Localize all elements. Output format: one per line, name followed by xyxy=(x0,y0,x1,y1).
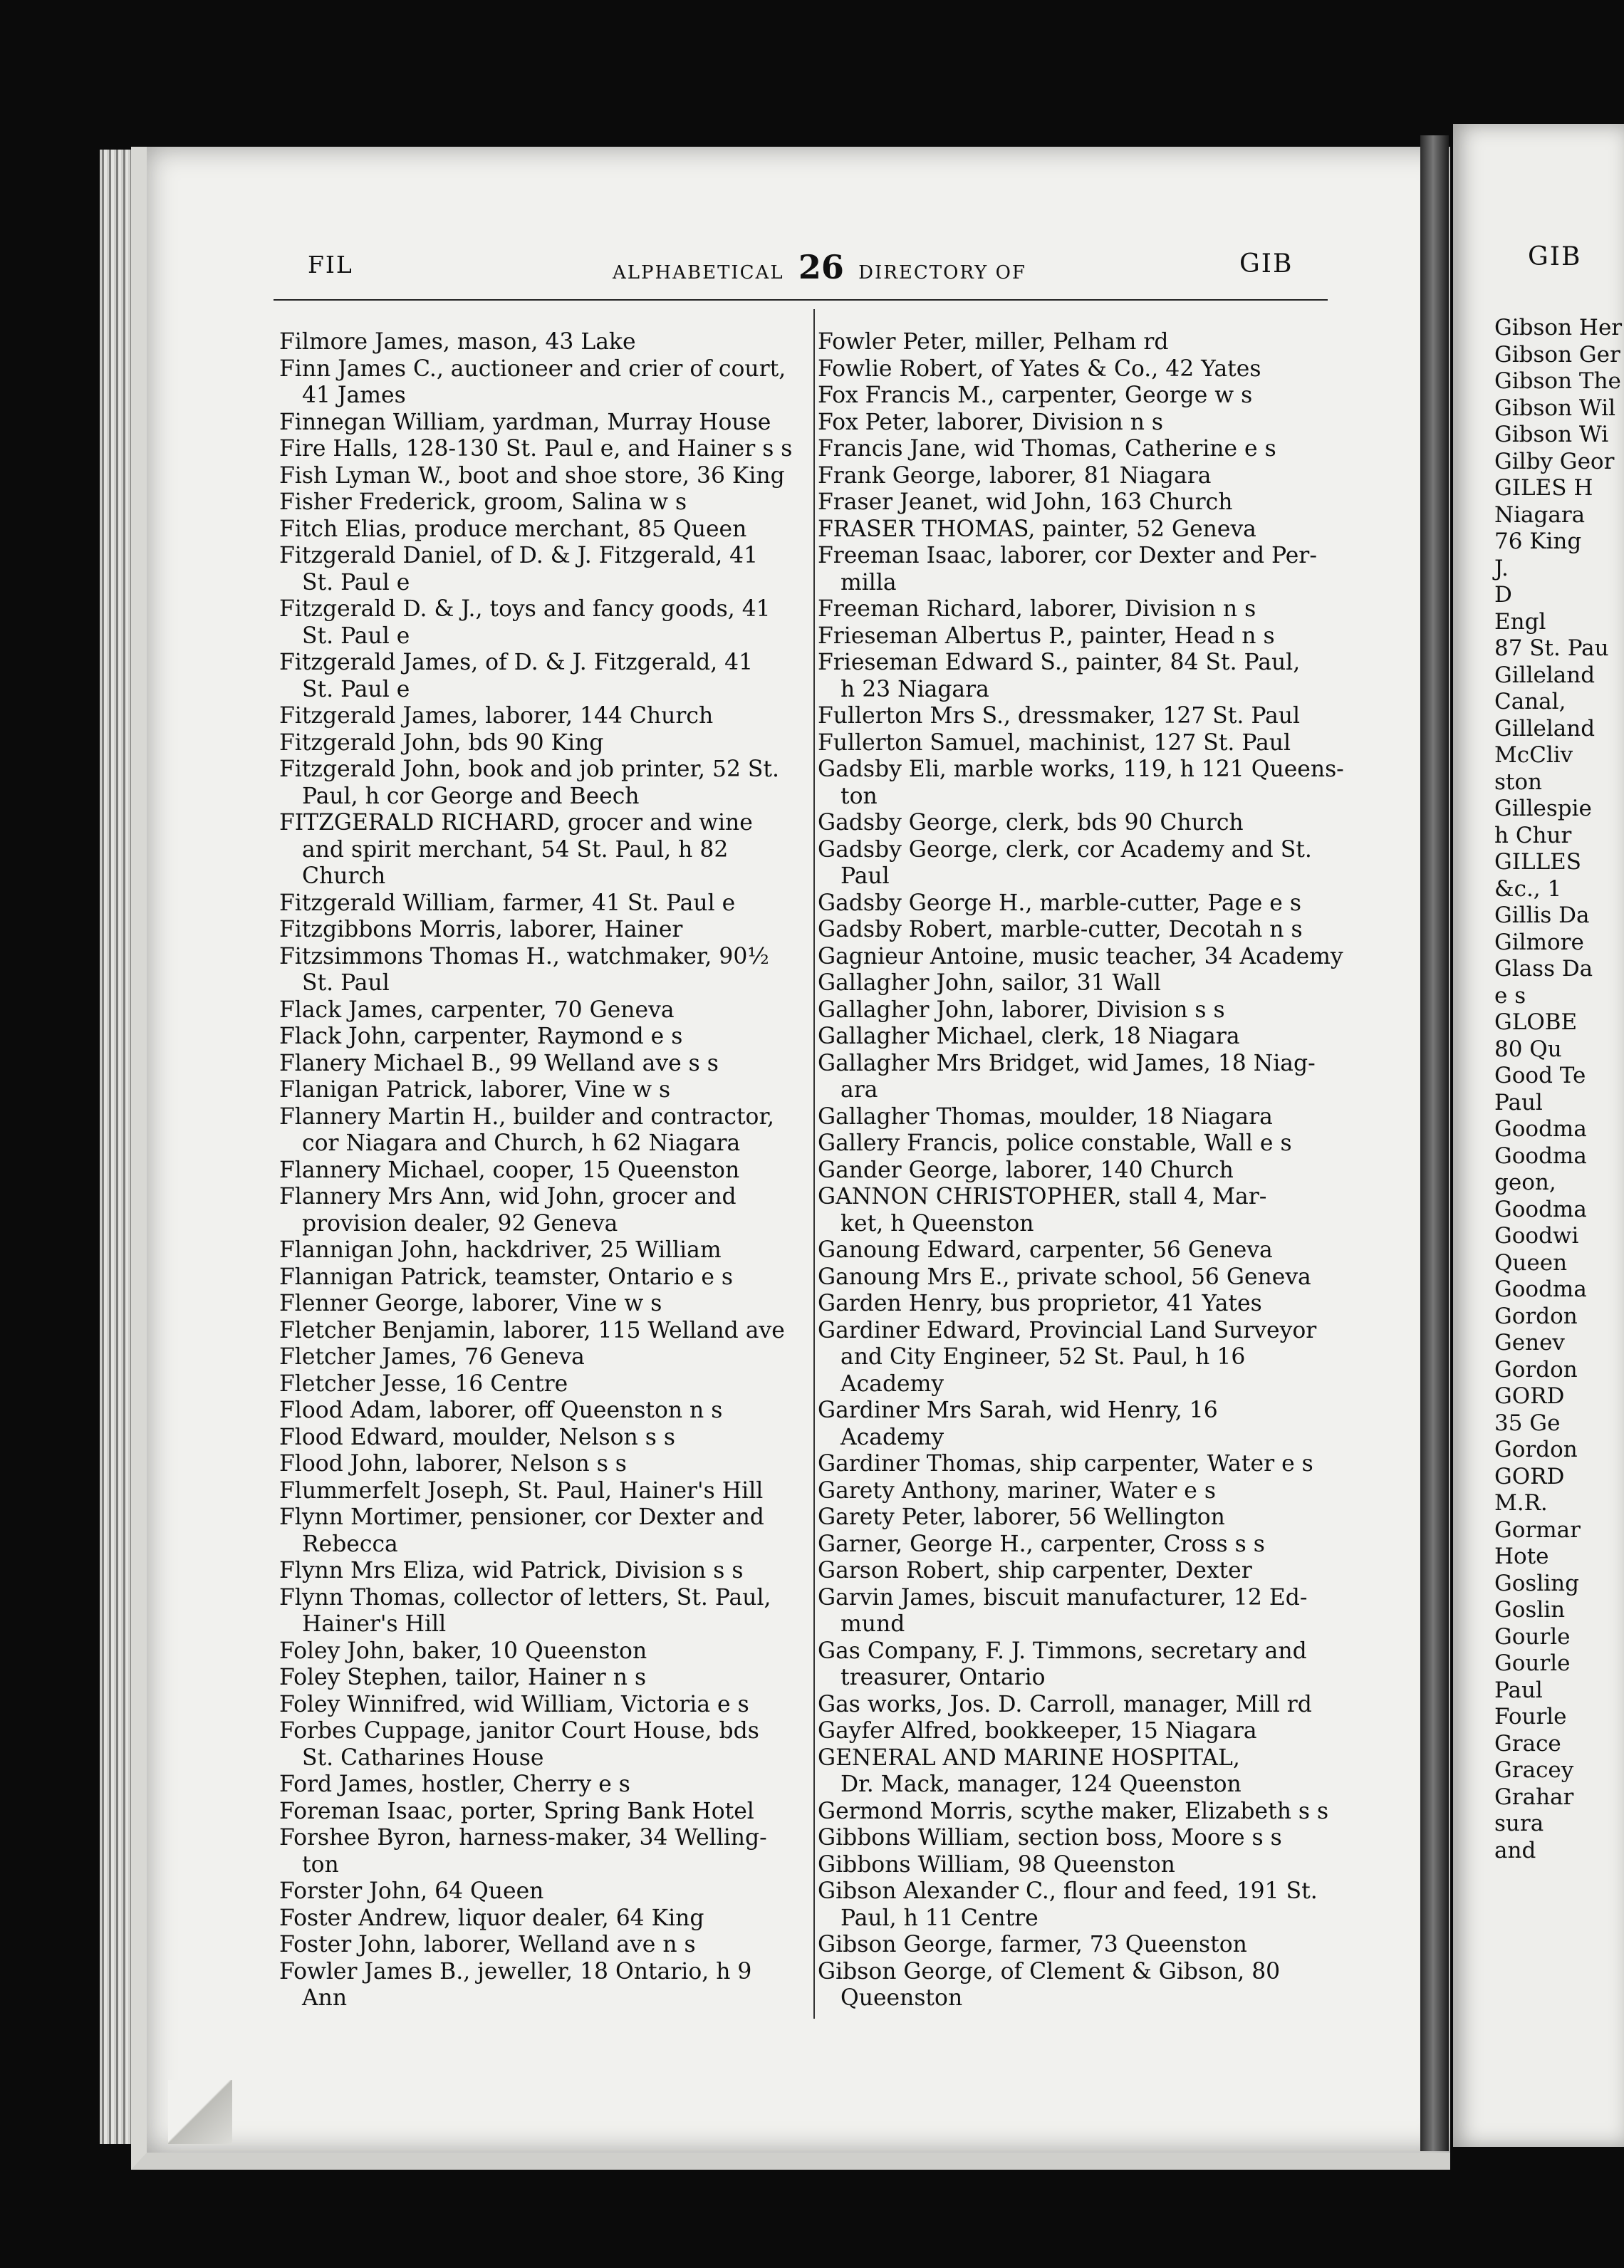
entry-text: Gibson George, farmer, 73 Queenston xyxy=(818,1932,1247,1957)
entry-text: Gibson Alexander C., flour and feed, 191 St. xyxy=(818,1878,1318,1904)
entry-continuation: Paul xyxy=(840,863,890,889)
directory-entry xyxy=(818,436,1349,463)
facing-entry-fragment: Engl xyxy=(1494,608,1546,635)
entry-text: Gadsby George, clerk, cor Academy and St. xyxy=(818,836,1312,863)
directory-entry xyxy=(818,356,1349,383)
entry-text: Flack James, carpenter, 70 Geneva xyxy=(279,997,675,1023)
entry-text: Finn James C., auctioneer and crier of court, xyxy=(279,355,786,382)
directory-entry xyxy=(279,997,796,1024)
directory-entry xyxy=(818,1852,1349,1879)
entry-text: Gardiner Edward, Provincial Land Surveyor xyxy=(818,1317,1317,1343)
entry-text: Fish Lyman W., boot and shoe store, 36 King xyxy=(279,462,785,489)
entry-text: Garety Anthony, mariner, Water e s xyxy=(818,1477,1216,1504)
facing-entry-fragment: Gordon xyxy=(1494,1356,1578,1383)
directory-entry xyxy=(279,1665,796,1692)
entry-text: Foley Stephen, tailor, Hainer n s xyxy=(279,1665,647,1690)
directory-entry xyxy=(818,1024,1349,1051)
directory-entry xyxy=(818,944,1349,971)
entry-text: Gadsby Eli, marble works, 119, h 121 Queens- xyxy=(818,756,1344,782)
directory-entry xyxy=(279,1878,796,1905)
entry-text: Ganoung Mrs E., private school, 56 Geneva xyxy=(818,1264,1311,1290)
entry-text: Gibbons William, section boss, Moore s s xyxy=(818,1825,1282,1851)
directory-entry xyxy=(279,1077,796,1104)
directory-entry xyxy=(818,756,1349,810)
entry-text: Germond Morris, scythe maker, Elizabeth s s xyxy=(818,1798,1329,1824)
directory-entry xyxy=(279,1158,796,1185)
directory-entry xyxy=(818,410,1349,437)
directory-entry xyxy=(279,1104,796,1158)
facing-entry-fragment: Fourle xyxy=(1494,1704,1567,1729)
directory-entry xyxy=(818,1799,1349,1826)
directory-entry xyxy=(818,917,1349,944)
facing-entry-fragment: Gourle xyxy=(1494,1623,1571,1650)
entry-continuation: Ann xyxy=(302,1985,348,2011)
directory-entry xyxy=(279,356,796,410)
entry-text: Frank George, laborer, 81 Niagara xyxy=(818,462,1212,489)
entry-text: FITZGERALD RICHARD, grocer and wine xyxy=(279,810,753,836)
entry-continuation: Academy xyxy=(840,1370,944,1397)
entry-text: Gagnieur Antoine, music teacher, 34 Academy xyxy=(818,943,1343,969)
entry-text: Fitzgerald John, book and job printer, 52 St. xyxy=(279,756,780,782)
facing-entry-fragment: Canal, xyxy=(1494,689,1566,714)
entry-text: Flood Adam, laborer, off Queenston n s xyxy=(279,1398,723,1423)
facing-entry-fragment: Paul xyxy=(1494,1677,1543,1703)
directory-entry xyxy=(279,1772,796,1799)
facing-entry-fragment: Gormar xyxy=(1494,1517,1581,1543)
directory-entry xyxy=(279,1932,796,1959)
entry-text: GENERAL AND MARINE HOSPITAL, xyxy=(818,1744,1240,1771)
directory-entry xyxy=(279,1504,796,1558)
directory-entry xyxy=(818,463,1349,490)
entry-text: Fletcher Benjamin, laborer, 115 Welland ave xyxy=(279,1317,785,1343)
entry-text: Fullerton Mrs S., dressmaker, 127 St. Paul xyxy=(818,703,1301,729)
directory-entry xyxy=(818,1531,1349,1559)
entry-text: Fowlie Robert, of Yates & Co., 42 Yates xyxy=(818,355,1261,382)
directory-entry xyxy=(279,543,796,596)
entry-text: Fletcher James, 76 Geneva xyxy=(279,1344,585,1370)
facing-entry-fragment: 76 King xyxy=(1494,529,1582,554)
directory-entry xyxy=(279,1718,796,1772)
entry-text: FRASER THOMAS, painter, 52 Geneva xyxy=(818,516,1256,542)
facing-entry-fragment: GLOBE xyxy=(1494,1009,1578,1035)
entry-continuation: Paul, h 11 Centre xyxy=(840,1905,1039,1931)
directory-entry xyxy=(279,810,796,890)
directory-entry xyxy=(279,1638,796,1665)
entry-text: Foley Winnifred, wid William, Victoria e s xyxy=(279,1691,749,1717)
entry-continuation: Rebecca xyxy=(302,1531,398,1557)
directory-entry xyxy=(818,516,1349,543)
entry-text: Flood Edward, moulder, Nelson s s xyxy=(279,1424,675,1450)
entry-continuation: treasurer, Ontario xyxy=(840,1665,1046,1690)
entry-text: Flummerfelt Joseph, St. Paul, Hainer's Hill xyxy=(279,1477,764,1504)
facing-entry-fragment: Goodma xyxy=(1494,1116,1587,1142)
facing-entry-fragment: sura xyxy=(1494,1811,1544,1836)
directory-entry xyxy=(279,1905,796,1933)
entry-text: Forster John, 64 Queen xyxy=(279,1878,544,1904)
directory-entry xyxy=(818,1264,1349,1291)
page-edge-stack xyxy=(100,150,135,2144)
entry-continuation: St. Paul e xyxy=(302,569,410,595)
facing-entry-fragment: Goslin xyxy=(1494,1597,1566,1623)
entry-text: Fitzgerald D. & J., toys and fancy goods, 41 xyxy=(279,596,771,622)
entry-text: Foster John, laborer, Welland ave n s xyxy=(279,1932,696,1957)
directory-entry xyxy=(279,1692,796,1719)
entry-text: Fitzgerald Daniel, of D. & J. Fitzgerald, 41 xyxy=(279,543,759,568)
facing-entry-fragment: geon, xyxy=(1494,1170,1556,1195)
entry-text: Gadsby Robert, marble-cutter, Decotah n s xyxy=(818,917,1303,942)
entry-text: Fraser Jeanet, wid John, 163 Church xyxy=(818,489,1233,515)
entry-text: Frieseman Albertus P., painter, Head n s xyxy=(818,623,1275,649)
header-title-post: DIRECTORY OF xyxy=(858,262,1026,284)
facing-entry-fragment: GILES H xyxy=(1494,475,1593,501)
directory-entry xyxy=(818,1318,1349,1398)
directory-entry xyxy=(279,1959,796,2012)
directory-entry xyxy=(279,596,796,650)
facing-entry-fragment: Grahar xyxy=(1494,1784,1574,1810)
entry-text: Fowler Peter, miller, Pelham rd xyxy=(818,329,1169,355)
facing-entry-fragment: &c., 1 xyxy=(1494,875,1562,902)
entry-continuation: Paul, h cor George and Beech xyxy=(302,783,640,809)
directory-entry xyxy=(818,997,1349,1024)
facing-entry-fragment: Gordon xyxy=(1494,1437,1578,1462)
entry-text: Foley John, baker, 10 Queenston xyxy=(279,1638,647,1664)
entry-text: Foreman Isaac, porter, Spring Bank Hotel xyxy=(279,1798,754,1824)
directory-entry xyxy=(818,1184,1349,1237)
entry-text: Fitzsimmons Thomas H., watchmaker, 90½ xyxy=(279,943,769,969)
entry-text: Fisher Frederick, groom, Salina w s xyxy=(279,489,687,515)
entry-text: Gibbons William, 98 Queenston xyxy=(818,1851,1175,1878)
directory-entry xyxy=(279,1585,796,1638)
directory-entry xyxy=(279,1344,796,1371)
entry-continuation: Queenston xyxy=(840,1985,963,2011)
directory-entry xyxy=(279,1478,796,1505)
entry-text: Fletcher Jesse, 16 Centre xyxy=(279,1370,568,1397)
header-title xyxy=(613,248,1026,286)
directory-entry xyxy=(279,1184,796,1237)
header-right-guide-word: GIB xyxy=(1239,249,1294,279)
directory-entry xyxy=(818,543,1349,596)
directory-entry xyxy=(279,516,796,543)
facing-entry-fragment: Glass Da xyxy=(1494,956,1593,982)
directory-entry xyxy=(818,1959,1349,2012)
entry-continuation: milla xyxy=(840,569,897,595)
directory-entry xyxy=(818,810,1349,837)
facing-entry-fragment: Gibson Wil xyxy=(1494,395,1616,421)
directory-entry xyxy=(279,1398,796,1425)
directory-entry xyxy=(818,1237,1349,1264)
entry-text: Garden Henry, bus proprietor, 41 Yates xyxy=(818,1291,1262,1316)
directory-entry xyxy=(818,329,1349,356)
directory-entry xyxy=(818,489,1349,516)
entry-continuation: Academy xyxy=(840,1424,944,1450)
facing-entry-fragment: 87 St. Pau xyxy=(1494,635,1609,661)
book-spine xyxy=(1420,135,1449,2151)
entry-continuation: and spirit merchant, 54 St. Paul, h 82 xyxy=(302,836,729,863)
entry-continuation: St. Catharines House xyxy=(302,1744,544,1771)
entry-text: Fire Halls, 128-130 St. Paul e, and Hainer s s xyxy=(279,436,793,462)
entry-text: Gardiner Thomas, ship carpenter, Water e s xyxy=(818,1451,1313,1477)
entry-text: Flannery Michael, cooper, 15 Queenston xyxy=(279,1157,740,1183)
directory-entry xyxy=(279,703,796,730)
directory-entry xyxy=(818,1130,1349,1158)
entry-text: Fowler James B., jeweller, 18 Ontario, h 9 xyxy=(279,1958,752,1984)
directory-entry xyxy=(279,917,796,944)
entry-text: Garson Robert, ship carpenter, Dexter xyxy=(818,1558,1252,1583)
entry-text: Fitzgerald James, laborer, 144 Church xyxy=(279,703,714,729)
entry-text: Fitch Elias, produce merchant, 85 Queen xyxy=(279,516,747,542)
entry-continuation: h 23 Niagara xyxy=(840,676,989,702)
entry-text: Flanery Michael B., 99 Welland ave s s xyxy=(279,1050,719,1076)
directory-entry xyxy=(818,703,1349,730)
directory-entry xyxy=(818,650,1349,703)
entry-text: Flynn Mrs Eliza, wid Patrick, Division s s xyxy=(279,1558,744,1583)
entry-continuation: ara xyxy=(840,1077,878,1103)
directory-entry xyxy=(818,1451,1349,1478)
entry-continuation: ket, h Queenston xyxy=(840,1210,1034,1237)
directory-entry xyxy=(279,329,796,356)
entry-text: Gadsby George H., marble-cutter, Page e s xyxy=(818,890,1301,916)
entry-continuation: ton xyxy=(302,1851,339,1878)
entry-continuation: Hainer's Hill xyxy=(302,1611,447,1637)
directory-entry xyxy=(279,1825,796,1878)
entry-text: Forbes Cuppage, janitor Court House, bds xyxy=(279,1718,759,1744)
entry-continuation: St. Paul e xyxy=(302,623,410,649)
entry-text: Flynn Mortimer, pensioner, cor Dexter and xyxy=(279,1504,764,1530)
entry-text: Gardiner Mrs Sarah, wid Henry, 16 xyxy=(818,1398,1218,1423)
entry-continuation: and City Engineer, 52 St. Paul, h 16 xyxy=(840,1344,1246,1370)
directory-entry xyxy=(818,1638,1349,1692)
entry-text: Fullerton Samuel, machinist, 127 St. Paul xyxy=(818,729,1291,756)
entry-text: Gander George, laborer, 140 Church xyxy=(818,1157,1234,1183)
directory-entry xyxy=(279,890,796,917)
left-column xyxy=(279,329,796,2012)
directory-entry xyxy=(818,730,1349,757)
directory-entry xyxy=(818,837,1349,890)
entry-text: Gadsby George, clerk, bds 90 Church xyxy=(818,810,1244,836)
directory-entry xyxy=(279,944,796,997)
entry-continuation: St. Paul xyxy=(302,970,390,996)
entry-text: Forshee Byron, harness-maker, 34 Welling- xyxy=(279,1825,767,1851)
entry-text: Flannigan Patrick, teamster, Ontario e s xyxy=(279,1264,734,1290)
facing-entry-fragment: GORD xyxy=(1494,1383,1565,1409)
facing-entry-fragment: Paul xyxy=(1494,1089,1543,1115)
directory-entry xyxy=(818,1718,1349,1745)
entry-continuation: mund xyxy=(840,1611,905,1637)
directory-entry xyxy=(818,1158,1349,1185)
entry-text: Flynn Thomas, collector of letters, St. Paul, xyxy=(279,1584,771,1611)
entry-continuation: provision dealer, 92 Geneva xyxy=(302,1210,618,1237)
entry-text: Gallagher Thomas, moulder, 18 Niagara xyxy=(818,1103,1273,1130)
directory-entry xyxy=(818,970,1349,997)
facing-page-column xyxy=(1494,315,1622,1864)
entry-text: Gibson George, of Clement & Gibson, 80 xyxy=(818,1958,1281,1984)
directory-entry xyxy=(818,890,1349,917)
facing-entry-fragment: Queen xyxy=(1494,1249,1568,1276)
facing-entry-fragment: Gillis Da xyxy=(1494,902,1590,928)
facing-header-guide-word: GIB xyxy=(1528,242,1582,271)
entry-text: Garner, George H., carpenter, Cross s s xyxy=(818,1531,1265,1557)
entry-continuation: Dr. Mack, manager, 124 Queenston xyxy=(840,1772,1242,1797)
entry-text: Gallagher Michael, clerk, 18 Niagara xyxy=(818,1024,1240,1049)
directory-entry xyxy=(279,1024,796,1051)
facing-entry-fragment: GILLES xyxy=(1494,849,1582,875)
facing-entry-fragment: and xyxy=(1494,1837,1536,1863)
directory-entry xyxy=(818,1478,1349,1505)
facing-entry-fragment: Goodma xyxy=(1494,1276,1587,1302)
directory-entry xyxy=(279,463,796,490)
entry-text: Freeman Isaac, laborer, cor Dexter and Per- xyxy=(818,543,1317,568)
facing-entry-fragment: J. xyxy=(1494,555,1509,581)
entry-continuation: ton xyxy=(840,783,878,809)
facing-entry-fragment: Gracey xyxy=(1494,1757,1574,1783)
entry-text: Fitzgerald John, bds 90 King xyxy=(279,729,604,756)
facing-entry-fragment: h Chur xyxy=(1494,822,1572,848)
facing-entry-fragment: GORD xyxy=(1494,1463,1565,1489)
directory-entry xyxy=(279,436,796,463)
directory-entry xyxy=(818,596,1349,623)
directory-entry xyxy=(279,650,796,703)
directory-entry xyxy=(818,623,1349,650)
facing-entry-fragment: Gourle xyxy=(1494,1650,1571,1676)
facing-entry-fragment: Gordon xyxy=(1494,1303,1578,1329)
entry-text: Gas Company, F. J. Timmons, secretary and xyxy=(818,1638,1307,1664)
entry-text: Fox Francis M., carpenter, George w s xyxy=(818,383,1253,408)
directory-entry xyxy=(279,489,796,516)
entry-text: Flannery Mrs Ann, wid John, grocer and xyxy=(279,1184,736,1210)
header-left-guide-word: FIL xyxy=(308,251,353,279)
entry-text: Ganoung Edward, carpenter, 56 Geneva xyxy=(818,1237,1273,1263)
directory-entry xyxy=(279,1425,796,1452)
directory-entry xyxy=(279,1451,796,1478)
facing-entry-fragment: Genev xyxy=(1494,1330,1565,1356)
directory-entry xyxy=(818,383,1349,410)
directory-entry xyxy=(279,756,796,810)
entry-text: Francis Jane, wid Thomas, Catherine e s xyxy=(818,436,1276,462)
entry-text: Flannery Martin H., builder and contractor, xyxy=(279,1103,774,1130)
facing-entry-fragment: Niagara xyxy=(1494,501,1586,528)
entry-text: Ford James, hostler, Cherry e s xyxy=(279,1772,630,1797)
entry-text: Fitzgerald William, farmer, 41 St. Paul e xyxy=(279,890,736,916)
entry-text: Gas works, Jos. D. Carroll, manager, Mill rd xyxy=(818,1691,1312,1717)
directory-entry xyxy=(818,1585,1349,1638)
running-header xyxy=(271,244,1311,286)
facing-entry-fragment: Gilmore xyxy=(1494,929,1584,955)
page-number: 26 xyxy=(798,248,844,286)
directory-entry xyxy=(818,1825,1349,1852)
right-column xyxy=(818,329,1349,2012)
facing-entry-fragment: Gibson Ger xyxy=(1494,341,1620,368)
facing-entry-fragment: D xyxy=(1494,582,1512,608)
facing-entry-fragment: Gosling xyxy=(1494,1570,1579,1596)
directory-entry xyxy=(279,1051,796,1078)
entry-text: Garety Peter, laborer, 56 Wellington xyxy=(818,1504,1225,1530)
directory-entry xyxy=(818,1398,1349,1451)
facing-entry-fragment: Hote xyxy=(1494,1544,1549,1569)
directory-entry xyxy=(818,1558,1349,1585)
directory-entry xyxy=(818,1745,1349,1799)
facing-entry-fragment: Gibson Wi xyxy=(1494,422,1609,447)
facing-entry-fragment: Goodma xyxy=(1494,1143,1587,1169)
directory-entry xyxy=(279,410,796,437)
directory-entry xyxy=(279,1558,796,1585)
entry-continuation: St. Paul e xyxy=(302,676,410,702)
directory-entry xyxy=(279,1291,796,1318)
entry-continuation: 41 James xyxy=(302,383,406,408)
entry-text: GANNON CHRISTOPHER, stall 4, Mar- xyxy=(818,1184,1267,1210)
facing-entry-fragment: Gibson Her xyxy=(1494,315,1623,340)
entry-text: Foster Andrew, liquor dealer, 64 King xyxy=(279,1905,704,1931)
facing-entry-fragment: McCliv xyxy=(1494,742,1573,768)
entry-text: Filmore James, mason, 43 Lake xyxy=(279,329,636,355)
facing-entry-fragment: M.R. xyxy=(1494,1490,1548,1516)
directory-entry xyxy=(279,1264,796,1291)
directory-entry xyxy=(818,1878,1349,1932)
facing-entry-fragment: Gillespie xyxy=(1494,796,1592,821)
entry-text: Flannigan John, hackdriver, 25 William xyxy=(279,1237,722,1263)
facing-entry-fragment: 80 Qu xyxy=(1494,1036,1562,1062)
directory-entry xyxy=(818,1051,1349,1104)
entry-text: Gallery Francis, police constable, Wall e s xyxy=(818,1130,1292,1156)
facing-entry-fragment: Gibson The xyxy=(1494,368,1621,394)
entry-text: Fitzgerald James, of D. & J. Fitzgerald, 41 xyxy=(279,650,754,675)
entry-text: Flenner George, laborer, Vine w s xyxy=(279,1291,662,1316)
header-rule xyxy=(274,299,1328,301)
entry-text: Gallagher John, sailor, 31 Wall xyxy=(818,970,1161,996)
entry-text: Gallagher John, laborer, Division s s xyxy=(818,997,1225,1023)
directory-entry xyxy=(279,730,796,757)
entry-text: Gayfer Alfred, bookkeeper, 15 Niagara xyxy=(818,1718,1257,1744)
entry-text: Garvin James, biscuit manufacturer, 12 Ed- xyxy=(818,1584,1308,1611)
facing-entry-fragment: Goodwi xyxy=(1494,1223,1579,1249)
facing-entry-fragment: Gilby Geor xyxy=(1494,448,1615,474)
directory-entry xyxy=(279,1371,796,1398)
facing-entry-fragment: Gilleland xyxy=(1494,715,1596,742)
directory-entry xyxy=(279,1799,796,1826)
directory-entry xyxy=(818,1291,1349,1318)
directory-entry xyxy=(818,1692,1349,1719)
entry-text: Flood John, laborer, Nelson s s xyxy=(279,1451,627,1477)
entry-continuation: Church xyxy=(302,863,386,889)
entry-text: Frieseman Edward S., painter, 84 St. Paul, xyxy=(818,650,1301,675)
page-corner-fold xyxy=(168,2080,232,2144)
entry-text: Freeman Richard, laborer, Division n s xyxy=(818,596,1256,622)
entry-text: Flanigan Patrick, laborer, Vine w s xyxy=(279,1077,671,1103)
facing-entry-fragment: e s xyxy=(1494,982,1526,1009)
entry-continuation: cor Niagara and Church, h 62 Niagara xyxy=(302,1130,741,1156)
facing-entry-fragment: Gilleland xyxy=(1494,662,1596,688)
entry-text: Flack John, carpenter, Raymond e s xyxy=(279,1024,683,1049)
column-divider xyxy=(813,309,815,2019)
directory-entry xyxy=(818,1932,1349,1959)
directory-entry xyxy=(279,1318,796,1345)
entry-text: Fox Peter, laborer, Division n s xyxy=(818,409,1164,435)
facing-entry-fragment: Grace xyxy=(1494,1730,1561,1757)
directory-entry xyxy=(818,1104,1349,1131)
header-title-pre: ALPHABETICAL xyxy=(613,262,784,284)
directory-entry xyxy=(818,1504,1349,1531)
facing-entry-fragment: Goodma xyxy=(1494,1196,1587,1222)
directory-entry xyxy=(279,1237,796,1264)
facing-entry-fragment: 35 Ge xyxy=(1494,1410,1561,1436)
facing-entry-fragment: Good Te xyxy=(1494,1063,1586,1088)
entry-text: Fitzgibbons Morris, laborer, Hainer xyxy=(279,917,683,942)
entry-text: Gallagher Mrs Bridget, wid James, 18 Niag- xyxy=(818,1050,1316,1076)
entry-text: Finnegan William, yardman, Murray House xyxy=(279,409,771,435)
facing-entry-fragment: ston xyxy=(1494,769,1542,795)
